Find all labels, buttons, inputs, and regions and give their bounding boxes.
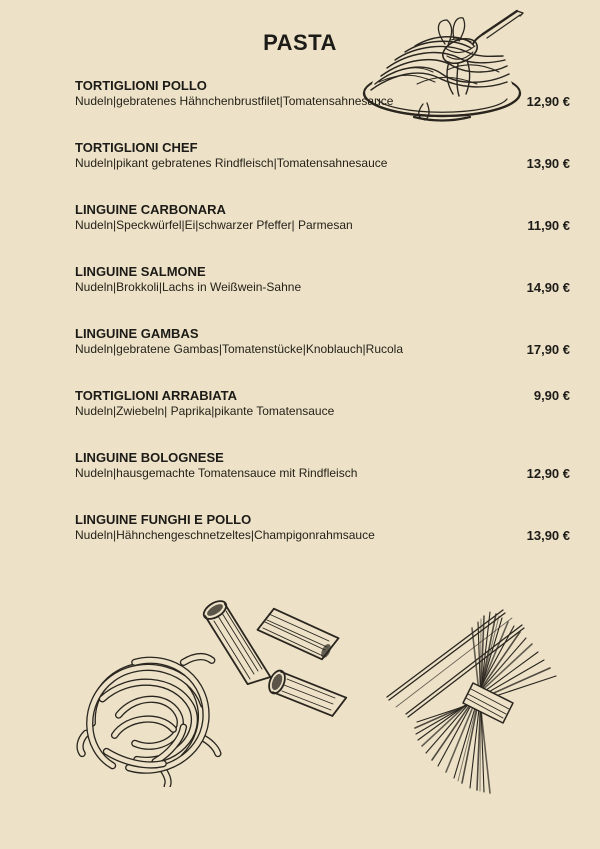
menu-item [75,78,570,109]
item-title: LINGUINE SALMONE [75,264,206,279]
menu-item [75,512,570,543]
penne-illustration [193,588,348,718]
item-description: Nudeln|Hähnchengeschnetzeltes|Champigonrahmsauce [75,528,375,542]
menu-item-text [75,326,515,357]
item-price: 12,90 € [526,94,570,109]
menu-list [75,78,570,574]
menu-item [75,140,570,171]
item-description: Nudeln|pikant gebratenes Rindfleisch|Tomatensahnesauce [75,156,388,170]
item-description: Nudeln|Speckwürfel|Ei|schwarzer Pfeffer| Parmesan [75,218,353,232]
noodle-bundle-chopsticks-icon [372,592,577,797]
item-price: 13,90 € [526,528,570,543]
item-price: 14,90 € [526,280,570,295]
item-title: LINGUINE FUNGHI E POLLO [75,512,252,527]
menu-item-text [75,450,515,481]
item-title: TORTIGLIONI POLLO [75,78,207,93]
item-title: LINGUINE BOLOGNESE [75,450,224,465]
noodle-bundle-chopsticks-illustration [372,592,577,797]
menu-item-text [75,388,522,419]
item-price: 17,90 € [526,342,570,357]
menu-item-text [75,140,515,171]
tagliatelle-nest-illustration [70,640,227,787]
tagliatelle-nest-icon [70,640,227,787]
item-title: TORTIGLIONI CHEF [75,140,198,155]
menu-item [75,326,570,357]
menu-item [75,202,570,233]
item-description: Nudeln|Zwiebeln| Paprika|pikante Tomatensauce [75,404,335,418]
item-price: 12,90 € [526,466,570,481]
item-description: Nudeln|hausgemachte Tomatensauce mit Rindfleisch [75,466,358,480]
item-price: 9,90 € [533,388,570,403]
item-price: 13,90 € [526,156,570,171]
page-title: PASTA [263,30,337,55]
penne-icon [193,588,348,718]
menu-item-text [75,78,515,109]
item-title: LINGUINE GAMBAS [75,326,199,341]
item-description: Nudeln|gebratenes Hähnchenbrustfilet|Tomatensahnesauce [75,94,394,108]
menu-item [75,264,570,295]
item-title: TORTIGLIONI ARRABIATA [75,388,238,403]
menu-item [75,388,570,419]
item-description: Nudeln|Brokkoli|Lachs in Weißwein-Sahne [75,280,302,294]
menu-item-text [75,202,515,233]
menu-item-text [75,512,515,543]
menu-item [75,450,570,481]
menu-item-text [75,264,515,295]
item-price: 11,90 € [527,218,570,233]
item-title: LINGUINE CARBONARA [75,202,226,217]
item-description: Nudeln|gebratene Gambas|Tomatenstücke|Knoblauch|Rucola [75,342,404,356]
